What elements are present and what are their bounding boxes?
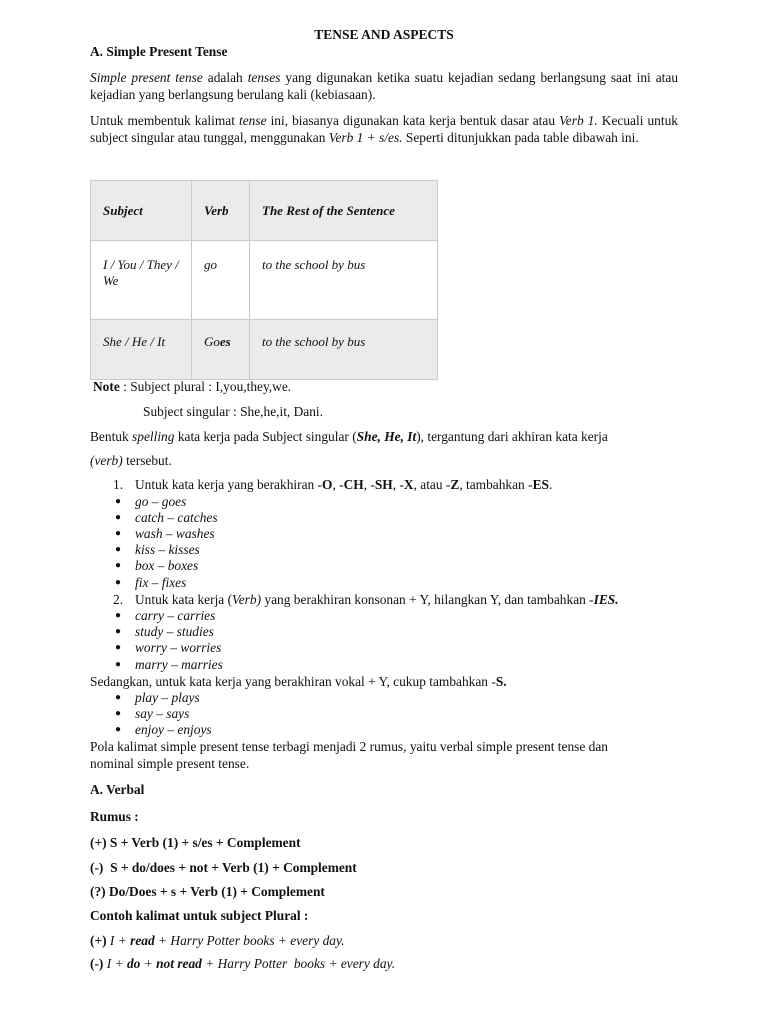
suffix-text: SH	[374, 477, 393, 492]
text-span: kata kerja pada Subject singular (	[177, 429, 357, 444]
suffix-text: X	[403, 477, 414, 492]
text-span: I +	[109, 933, 127, 948]
example-negative	[90, 956, 395, 973]
verb-text: not read	[156, 956, 202, 971]
text-span: adalah	[207, 70, 243, 85]
text-span: yang digunakan ketika suatu kejadian sedang berlangsung saat ini atau kejadian yang berlangsung berulang kali (kebiasaan).	[90, 70, 679, 102]
vokal-paragraph	[90, 674, 507, 691]
list-number: 1.	[113, 477, 124, 492]
list-item-text: say – says	[135, 706, 190, 721]
list-item-text: kiss – kisses	[135, 542, 200, 557]
text-span: I +	[106, 956, 124, 971]
example-positive	[90, 933, 345, 950]
verb-text: do	[126, 956, 141, 971]
text-span: , atau -	[413, 477, 451, 492]
pola-paragraph: Pola kalimat simple present tense terbagi menjadi 2 rumus, yaitu verbal simple present tense dan nominal simple present tense.	[90, 739, 609, 771]
text-span: Untuk kata kerja (	[135, 592, 233, 607]
term-text: tense	[239, 113, 267, 128]
bullet-icon: ●	[115, 626, 122, 637]
rule-text	[135, 592, 619, 609]
spelling-paragraph	[90, 429, 608, 446]
formula-positive: (+) S + Verb (1) + s/es + Complement	[90, 835, 301, 850]
table-cell: to the school by bus	[250, 320, 438, 380]
bullet-icon: ●	[115, 610, 122, 621]
bullet-icon: ●	[115, 692, 122, 703]
text-span: .	[548, 477, 553, 492]
subsection-heading: A. Verbal	[90, 782, 145, 797]
list-item-text: carry – carries	[135, 608, 216, 623]
text-span: + Harry Potter books + every day.	[205, 956, 396, 971]
text-span: Sedangkan, untuk kata kerja yang berakhiran vokal + Y, cukup tambahkan -	[90, 674, 496, 689]
list-item-text: study – studies	[135, 624, 214, 639]
verb-table	[90, 180, 438, 380]
verb-text: read	[130, 933, 155, 948]
table-header-cell: Subject	[91, 181, 192, 241]
list-item-text: fix – fixes	[135, 575, 187, 590]
intro-paragraph	[90, 70, 678, 103]
bullet-icon: ●	[115, 659, 122, 670]
text-span: +	[143, 956, 153, 971]
table-cell: I / You / They / We	[91, 241, 192, 320]
text-span: ), tergantung dari akhiran kata kerja	[416, 429, 608, 444]
text-span: , tambahkan -	[459, 477, 533, 492]
suffix-text: S.	[495, 674, 507, 689]
spelling-paragraph-cont	[90, 453, 172, 470]
bullet-icon: ●	[115, 496, 122, 507]
text-span: , -	[332, 477, 344, 492]
table-header-row	[91, 181, 438, 241]
sign-text: (+)	[90, 933, 107, 948]
text-span: Kecuali untuk subject singular atau tunggal, menggunakan	[90, 113, 678, 145]
table-cell	[192, 320, 250, 380]
term-text: Verb 1 + s/es.	[328, 129, 403, 145]
formula-question: (?) Do/Does + s + Verb (1) + Complement	[90, 884, 325, 899]
table-cell: She / He / It	[91, 320, 192, 380]
text-span: tersebut.	[126, 453, 172, 468]
usage-paragraph	[90, 113, 678, 146]
suffix-text: IES.	[593, 592, 619, 607]
text-span: : Subject plural : I,you,they,we.	[123, 379, 292, 394]
text-span: , -	[363, 477, 375, 492]
bullet-icon: ●	[115, 642, 122, 653]
bullet-icon: ●	[115, 544, 122, 555]
text-span: , -	[392, 477, 404, 492]
text-span: Seperti ditunjukkan pada table dibawah ini.	[405, 129, 639, 145]
rule-text	[135, 477, 552, 494]
term-text: She, He, It	[356, 429, 417, 444]
rumus-label: Rumus :	[90, 809, 139, 824]
suffix-text: Z	[450, 477, 460, 492]
suffix-text: ES	[532, 477, 549, 492]
list-item-text: marry – marries	[135, 657, 223, 672]
term-text: Verb)	[232, 592, 262, 607]
bullet-icon: ●	[115, 528, 122, 539]
example-heading: Contoh kalimat untuk subject Plural :	[90, 908, 309, 923]
term-text: (verb)	[90, 453, 123, 468]
text-span: yang berakhiran konsonan + Y, hilangkan Y, dan tambahkan -	[264, 592, 594, 607]
list-item-text: worry – worries	[135, 640, 222, 655]
table-row	[91, 320, 438, 380]
note-label: Note	[93, 379, 120, 394]
page-title: TENSE AND ASPECTS	[314, 27, 454, 42]
term-text: tenses	[247, 70, 281, 85]
formula-negative: (-) S + do/does + not + Verb (1) + Complement	[90, 860, 357, 875]
sign-text: (-)	[90, 956, 104, 971]
list-item-text: enjoy – enjoys	[135, 722, 212, 737]
list-number: 2.	[113, 592, 124, 607]
term-text: Simple present tense	[90, 70, 203, 85]
text-span: ini, biasanya digunakan kata kerja bentuk dasar atau	[270, 113, 556, 128]
note-line: Subject singular : She,he,it, Dani.	[143, 404, 324, 419]
verb-stem: Go	[204, 334, 220, 349]
note-line	[93, 379, 291, 396]
section-heading: A. Simple Present Tense	[90, 44, 228, 59]
term-text: Verb 1.	[559, 113, 598, 128]
list-item-text: wash – washes	[135, 526, 215, 541]
suffix-text: CH	[343, 477, 364, 492]
bullet-icon: ●	[115, 577, 122, 588]
text-span: Untuk membentuk kalimat	[90, 113, 235, 128]
table-header-cell: Verb	[192, 181, 250, 241]
text-span: Bentuk	[90, 429, 129, 444]
text-span: Untuk kata kerja yang berakhiran -	[135, 477, 323, 492]
list-item-text: box – boxes	[135, 558, 199, 573]
bullet-icon: ●	[115, 560, 122, 571]
table-cell: to the school by bus	[250, 241, 438, 320]
list-item-text: go – goes	[135, 494, 187, 509]
list-item-text: play – plays	[135, 690, 200, 705]
text-span: + Harry Potter books + every day.	[158, 933, 345, 948]
verb-suffix: es	[219, 334, 231, 349]
bullet-icon: ●	[115, 512, 122, 523]
term-text: spelling	[132, 429, 175, 444]
bullet-icon: ●	[115, 708, 122, 719]
list-item-text: catch – catches	[135, 510, 218, 525]
table-cell: go	[192, 241, 250, 320]
bullet-icon: ●	[115, 724, 122, 735]
table-row	[91, 241, 438, 320]
table-header-cell: The Rest of the Sentence	[250, 181, 438, 241]
suffix-text: O	[322, 477, 333, 492]
